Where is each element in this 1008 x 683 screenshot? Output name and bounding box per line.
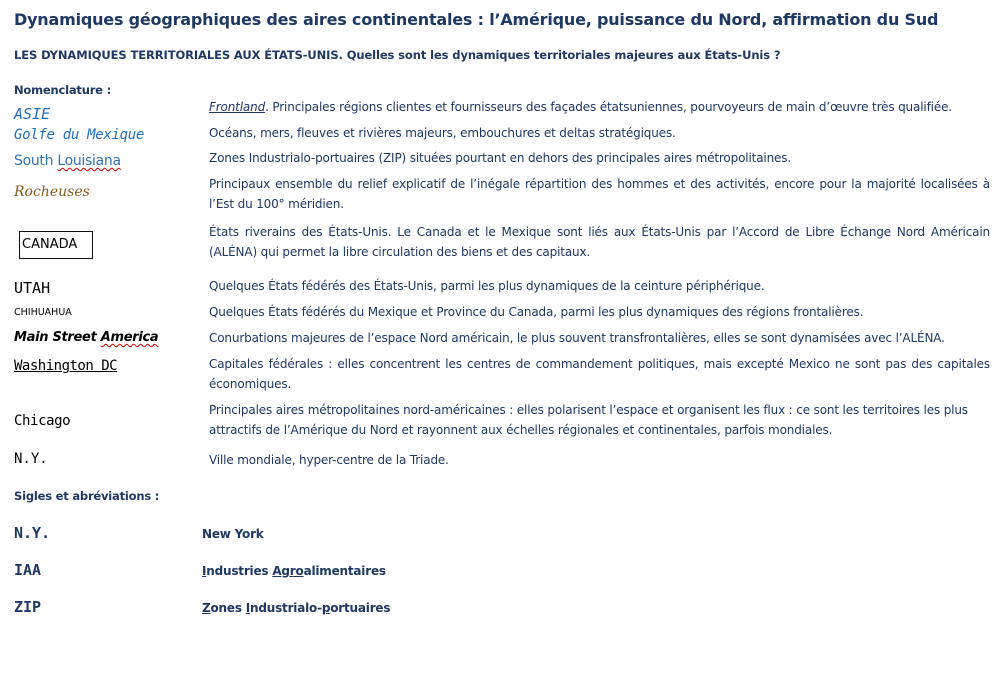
abbr-zip: ZIP xyxy=(14,598,42,616)
legend-term-main-street: Main Street America xyxy=(14,330,159,345)
legend-desc-etats-us: Quelques États fédérés des États-Unis, parmi les plus dynamiques de la ceinture périphérique. xyxy=(209,279,765,293)
legend-desc-golfe: Océans, mers, fleuves et rivières majeurs, embouchures et deltas stratégiques. xyxy=(209,126,676,140)
legend-desc-relief: Principaux ensemble du relief explicatif de l’inégale répartition des hommes et des activités, encore pour la majorité localisées à l’Est du 100° méridien. xyxy=(209,177,990,211)
legend-term-chihuahua: CHIHUAHUA xyxy=(14,307,72,318)
legend-desc-zip: Zones Industrialo-portuaires (ZIP) situées pourtant en dehors des principales aires métropolitaines. xyxy=(209,151,792,165)
legend-term-ny: N.Y. xyxy=(14,451,48,467)
legend-term-rocheuses: Rocheuses xyxy=(14,184,90,200)
legend-desc-capitales: Capitales fédérales : elles concentrent les centres de commandement politiques, mais excepté Mexico ne sont pas des capitales économiques. xyxy=(209,357,990,391)
legend-term-washington: Washington DC xyxy=(14,358,118,374)
legend-desc-etats-mexique: Quelques États fédérés du Mexique et Province du Canada, parmi les plus dynamiques des régions frontalières. xyxy=(209,305,864,319)
legend-term-chicago: Chicago xyxy=(14,413,71,429)
page-title: Dynamiques géographiques des aires continentales : l’Amérique, puissance du Nord, affirmation du Sud xyxy=(14,10,939,29)
legend-term-golfe: Golfe du Mexique xyxy=(14,127,145,143)
legend-desc-asie: Frontland. Principales régions clientes et fournisseurs des façades étatsuniennes, pourvoyeurs de main d’œuvre très qualifiée. xyxy=(209,100,952,114)
legend-term-asie: ASIE xyxy=(14,105,51,123)
legend-desc-riverains: États riverains des États-Unis. Le Canada et le Mexique sont liés aux États-Unis par l’Accord de Libre Échange Nord Américain (ALÉNA) qui permet la libre circulation des biens et des capitaux. xyxy=(209,225,990,259)
abbr-ny-value: New York xyxy=(202,527,264,541)
frontland-term: Frontland xyxy=(209,100,266,114)
legend-desc-conurbations: Conurbations majeures de l’espace Nord américain, le plus souvent transfrontalières, elles se sont dynamisées avec l’ALÉNA. xyxy=(209,331,945,345)
sigles-heading: Sigles et abréviations : xyxy=(14,489,160,503)
abbr-zip-value: Zones Industrialo-portuaires xyxy=(202,601,391,615)
abbr-iaa-value: Industries Agroalimentaires xyxy=(202,564,386,578)
legend-term-canada: CANADA xyxy=(19,231,93,259)
nomenclature-heading: Nomenclature : xyxy=(14,83,111,97)
legend-desc-ville-mondiale: Ville mondiale, hyper-centre de la Triade. xyxy=(209,453,449,467)
legend-term-utah: UTAH xyxy=(14,279,51,297)
abbr-ny: N.Y. xyxy=(14,524,51,542)
page-subtitle: LES DYNAMIQUES TERRITORIALES AUX ÉTATS-UNIS. Quelles sont les dynamiques territoriales majeures aux États-Unis ? xyxy=(14,48,781,62)
abbr-iaa: IAA xyxy=(14,561,42,579)
legend-desc-metropoles: Principales aires métropolitaines nord-américaines : elles polarisent l’espace et organisent les flux : ce sont les territoires les plus attractifs de l’Amérique du Nord et rayonnent aux échelles régionales et continentales, parfois mondiales. xyxy=(209,403,968,437)
legend-term-south-louisiana: South Louisiana xyxy=(14,153,121,169)
